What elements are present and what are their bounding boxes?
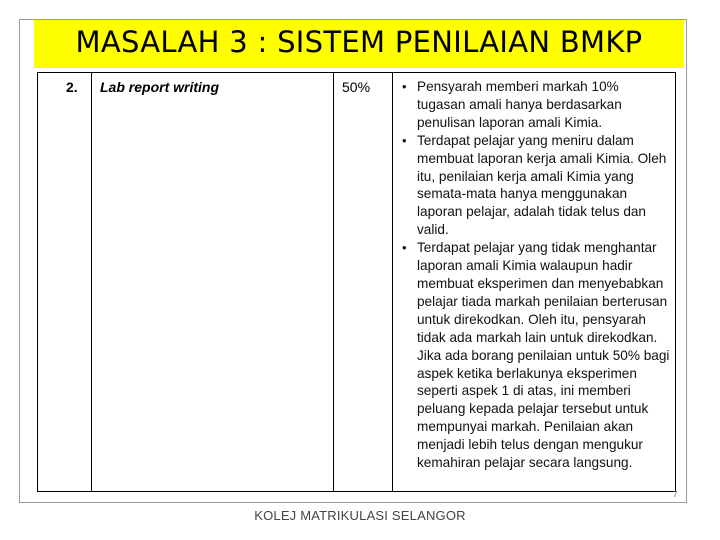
column-divider <box>392 73 393 491</box>
footer-text: KOLEJ MATRIKULASI SELANGOR <box>254 508 466 523</box>
row-percentage: 50% <box>342 79 371 95</box>
bullet-icon: • <box>402 240 407 256</box>
bullet-icon: • <box>402 79 407 94</box>
note-item <box>400 239 670 472</box>
bullet-icon: • <box>402 132 407 148</box>
slide-title: MASALAH 3 : SISTEM PENILAIAN BMKP <box>75 25 643 59</box>
note-item <box>400 78 670 132</box>
row-number: 2. <box>66 79 78 95</box>
note-text: Terdapat pelajar yang meniru dalam membuat laporan kerja amali Kimia. Oleh itu, penilaian kerja amali Kimia yang semata-mata hanya menggunakan laporan pelajar, adalah tidak telus dan valid. <box>417 132 667 238</box>
column-divider <box>333 73 334 491</box>
page-number: 7 <box>673 490 678 499</box>
note-item <box>400 132 670 239</box>
assessment-table <box>37 72 676 492</box>
notes-list <box>400 78 670 472</box>
note-text: Terdapat pelajar yang tidak menghantar laporan amali Kimia walaupun hadir membuat eksperimen dan menyebabkan pelajar tiada markah penilaian berterusan untuk direkodkan. Oleh itu, pensyarah tidak ada markah lain untuk direkodkan. Jika ada borang penilaian untuk 50% bagi aspek ketika berlakunya eksperimen seperti aspek 1 di atas, ini memberi peluang kepada pelajar tersebut untuk mempunyai markah. Penilaian akan menjadi lebih telus dengan mengukur kemahiran pelajar secara langsung. <box>417 240 670 471</box>
title-bar <box>34 20 684 68</box>
note-text: Pensyarah memberi markah 10% tugasan amali hanya berdasarkan penulisan laporan amali Kimia. <box>417 79 622 130</box>
row-item: Lab report writing <box>100 79 219 95</box>
column-divider <box>91 73 92 491</box>
